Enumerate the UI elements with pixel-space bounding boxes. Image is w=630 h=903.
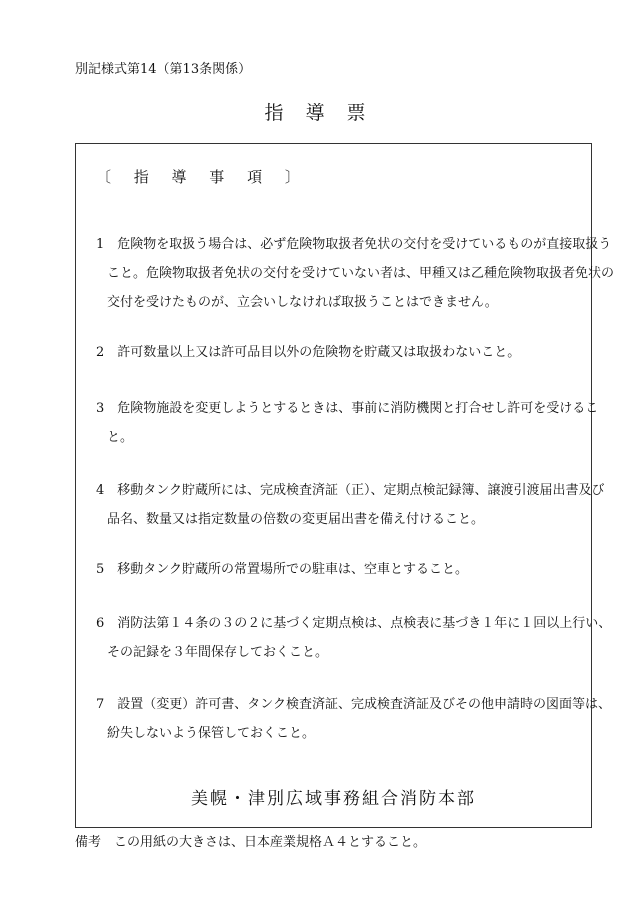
guidance-item xyxy=(96,230,615,317)
item-line: 6 消防法第１４条の３の２に基づく定期点検は、点検表に基づき１年に１回以上行い、 xyxy=(96,616,612,631)
section-heading: 〔 指 導 事 項 〕 xyxy=(96,168,309,186)
guidance-box xyxy=(75,143,615,828)
guidance-item xyxy=(96,555,588,584)
item-line: 紛失しないよう保管しておくこと。 xyxy=(107,726,316,741)
item-line: 3 危険物施設を変更しようとするときは、事前に消防機関と打合せし許可を受けるこ xyxy=(96,401,599,416)
item-line: 5 移動タンク貯蔵所の常置場所での駐車は、空車とすること。 xyxy=(96,562,469,577)
item-line: 2 許可数量以上又は許可品目以外の危険物を貯蔵又は取扱わないこと。 xyxy=(96,345,521,360)
organization-name: 美幌・津別広域事務組合消防本部 xyxy=(191,789,476,809)
guidance-item xyxy=(96,338,588,367)
item-line: 1 危険物を取扱う場合は、必ず危険物取扱者免状の交付を受けているものが直接取扱う xyxy=(96,237,612,252)
item-line: その記録を３年間保存しておくこと。 xyxy=(107,645,329,660)
form-number: 別記様式第14（第13条関係） xyxy=(75,62,252,77)
page-title: 指導票 xyxy=(264,102,388,124)
item-line: 4 移動タンク貯蔵所には、完成検査済証（正）、定期点検記録簿、譲渡引渡届出書及び xyxy=(96,483,605,498)
guidance-item xyxy=(96,690,612,748)
guidance-item xyxy=(96,394,599,452)
guidance-item xyxy=(96,609,612,667)
item-line: 7 設置（変更）許可書、タンク検査済証、完成検査済証及びその他申請時の図面等は、 xyxy=(96,697,612,712)
remark-note: 備考 この用紙の大きさは、日本産業規格Ａ４とすること。 xyxy=(75,835,427,850)
item-line: と。 xyxy=(107,430,134,445)
item-line: 品名、数量又は指定数量の倍数の変更届出書を備え付けること。 xyxy=(107,512,485,527)
item-line: こと。危険物取扱者免状の交付を受けていない者は、甲種又は乙種危険物取扱者免状の xyxy=(107,266,615,281)
guidance-item xyxy=(96,476,605,534)
item-line: 交付を受けたものが、立会いしなければ取扱うことはできません。 xyxy=(107,295,498,310)
